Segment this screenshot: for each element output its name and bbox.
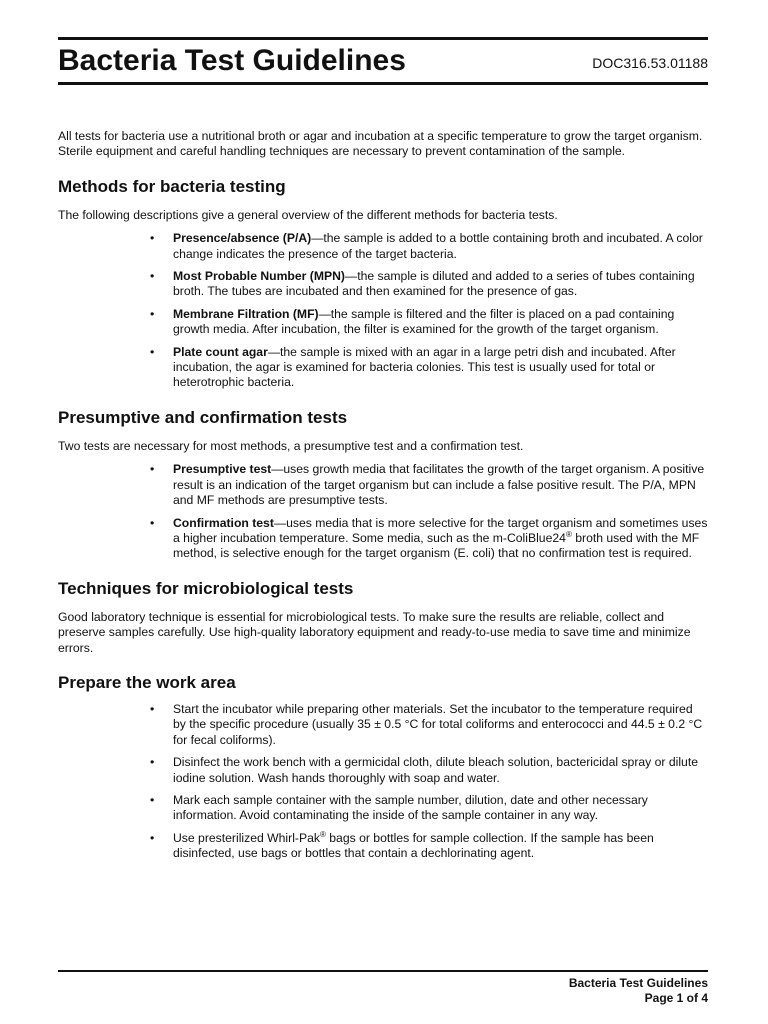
list-item: • Start the incubator while preparing other materials. Set the incubator to the temperature required by the specific procedure (usually 35 ± 0.5 °C for total coliforms and enterococci and 44.5 ± 0.2 °C for fecal coliforms). bbox=[150, 702, 708, 748]
list-item-text: —the sample is filtered and the filter is placed on a pad containing growth media. After incubation, the filter is examined for the growth of the target organism. bbox=[173, 306, 675, 337]
footer-page-number: Page 1 of 4 bbox=[644, 991, 708, 1005]
intro-paragraph: All tests for bacteria use a nutritional broth or agar and incubation at a specific temperature to grow the target organism. Sterile equipment and careful handling techniques are necessary to prevent contamination of the sample. bbox=[58, 129, 703, 159]
list-item-term: Confirmation test bbox=[173, 515, 274, 530]
list-item-term: Presence/absence (P/A) bbox=[173, 231, 312, 246]
list-item-text: —the sample is mixed with an agar in a large petri dish and incubated. After incubation, the agar is examined for bacteria colonies. This test is usually used for total or heterotrophic bacteria. bbox=[173, 344, 676, 390]
list-item bbox=[150, 307, 708, 338]
methods-list bbox=[150, 231, 708, 391]
list-item-term: Plate count agar bbox=[173, 344, 268, 359]
list-item-term: Most Probable Number (MPN) bbox=[173, 269, 345, 284]
techniques-paragraph: Good laboratory technique is essential for microbiological tests. To make sure the results are reliable, collect and preserve samples carefully. Use high-quality laboratory equipment and ready-to-use media to save time and minimize errors. bbox=[58, 609, 691, 655]
document-title: Bacteria Test Guidelines bbox=[58, 44, 406, 77]
list-item-text: bags or bottles for sample collection. If the sample has been disinfected, use bags or bottles that contain a dechlorinating agent. bbox=[173, 830, 654, 861]
document-page bbox=[58, 37, 708, 869]
section-presumptive bbox=[58, 408, 708, 562]
section-work-area bbox=[58, 673, 708, 862]
list-item bbox=[150, 462, 708, 508]
list-item-text: —uses growth media that facilitates the growth of the target organism. A positive result is an indication of the target organism but can include a false positive result. The P/A, MPN and MF methods are presumptive tests. bbox=[173, 462, 705, 508]
list-item-text: —uses media that is more selective for the target organism and sometimes uses a higher incubation temperature. Some media, such as the m-ColiBlue24 bbox=[173, 515, 708, 545]
footer-rule bbox=[58, 970, 708, 972]
section-heading-methods: Methods for bacteria testing bbox=[58, 176, 286, 196]
list-item: • Disinfect the work bench with a germicidal cloth, dilute bleach solution, bactericidal spray or dilute iodine solution. Wash hands thoroughly with soap and water. bbox=[150, 755, 708, 786]
document-code: DOC316.53.01188 bbox=[592, 55, 708, 71]
list-item bbox=[150, 345, 708, 391]
header-bottom-rule bbox=[58, 82, 708, 85]
section-heading-work-area: Prepare the work area bbox=[58, 672, 236, 692]
list-item-text: —the sample is diluted and added to a series of tubes containing broth. The tubes are incubated and then examined for the presence of gas. bbox=[173, 269, 695, 299]
list-item-term: Membrane Filtration (MF) bbox=[173, 306, 319, 321]
list-item: • Mark each sample container with the sample number, dilution, date and other necessary information. Avoid contaminating the inside of the sample container in any way. bbox=[150, 793, 708, 824]
work-area-list bbox=[150, 702, 708, 862]
list-item bbox=[150, 231, 708, 262]
section-heading-presumptive: Presumptive and confirmation tests bbox=[58, 407, 348, 427]
list-item-text: Use presterilized Whirl-Pak bbox=[173, 830, 320, 845]
list-item bbox=[150, 831, 708, 862]
list-item-term: Presumptive test bbox=[173, 462, 272, 477]
document-header bbox=[58, 40, 708, 82]
section-techniques bbox=[58, 579, 708, 656]
registered-mark: ® bbox=[565, 529, 572, 539]
section-methods bbox=[58, 177, 708, 391]
registered-mark: ® bbox=[319, 829, 326, 839]
footer-title: Bacteria Test Guidelines bbox=[568, 976, 708, 990]
presumptive-list bbox=[150, 462, 708, 561]
list-item bbox=[150, 516, 708, 562]
list-item bbox=[150, 269, 708, 300]
document-body bbox=[58, 129, 708, 862]
page-footer bbox=[58, 970, 708, 1006]
section-heading-techniques: Techniques for microbiological tests bbox=[58, 578, 354, 598]
methods-lead: The following descriptions give a general overview of the different methods for bacteria tests. bbox=[58, 207, 558, 222]
presumptive-lead: Two tests are necessary for most methods, a presumptive test and a confirmation test. bbox=[58, 438, 524, 453]
list-item-text: broth used with the MF method, is selective enough for the target organism (E. coli) that no confirmation test is required. bbox=[173, 530, 700, 561]
list-item-text: —the sample is added to a bottle containing broth and incubated. A color change indicates the presence of the target bacteria. bbox=[173, 231, 703, 261]
